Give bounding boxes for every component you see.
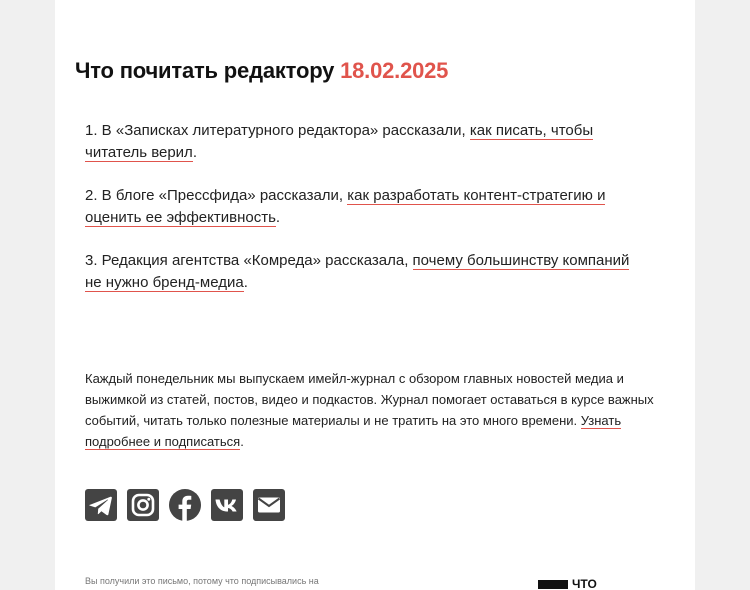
article-link[interactable]: почему большинству компаний не нужно бренд-медиа <box>85 252 630 291</box>
item-text: 2. В блоге «Прессфида» рассказали, <box>85 187 348 204</box>
article-link[interactable]: как писать, чтобы читатель верил <box>85 122 594 161</box>
footer-note: Вы получили это письмо, потому что подписывались на <box>85 576 319 586</box>
telegram-icon[interactable] <box>85 489 117 521</box>
list-item <box>85 185 645 229</box>
email-sheet <box>55 0 695 590</box>
page-title <box>75 58 448 84</box>
instagram-icon[interactable] <box>127 489 159 521</box>
list-item <box>85 120 645 164</box>
brand-bar <box>538 580 568 589</box>
vk-icon[interactable] <box>211 489 243 521</box>
about-suffix: . <box>240 434 244 449</box>
item-suffix: . <box>192 144 197 161</box>
issue-date: 18.02.2025 <box>340 58 449 83</box>
about-text: Каждый понедельник мы выпускаем имейл-журнал с обзором главных новостей медиа и выжимкой из статей, постов, видео и подкастов. Журнал помогает оставаться в курсе важных событий, читать только полезные материалы и не тратить на это много времени. <box>85 371 654 428</box>
item-suffix: . <box>275 209 281 226</box>
brand-word: ЧТО <box>572 577 597 590</box>
article-link[interactable]: как разработать контент-стратегию и оценить ее эффективность <box>85 187 606 226</box>
list-item <box>85 250 645 294</box>
title-text: Что почитать редактору <box>75 58 335 83</box>
brand-logo <box>538 578 597 590</box>
reading-list <box>85 120 645 315</box>
email-icon[interactable] <box>253 489 285 521</box>
social-links <box>85 489 285 521</box>
item-text: 3. Редакция агентства «Комреда» рассказала, <box>85 252 413 269</box>
item-suffix: . <box>243 274 248 291</box>
subscribe-link[interactable]: Узнать подробнее и подписаться <box>85 413 622 449</box>
facebook-icon[interactable] <box>169 489 201 521</box>
item-text: 1. В «Записках литературного редактора» рассказали, <box>85 122 470 139</box>
about-paragraph <box>85 368 665 452</box>
